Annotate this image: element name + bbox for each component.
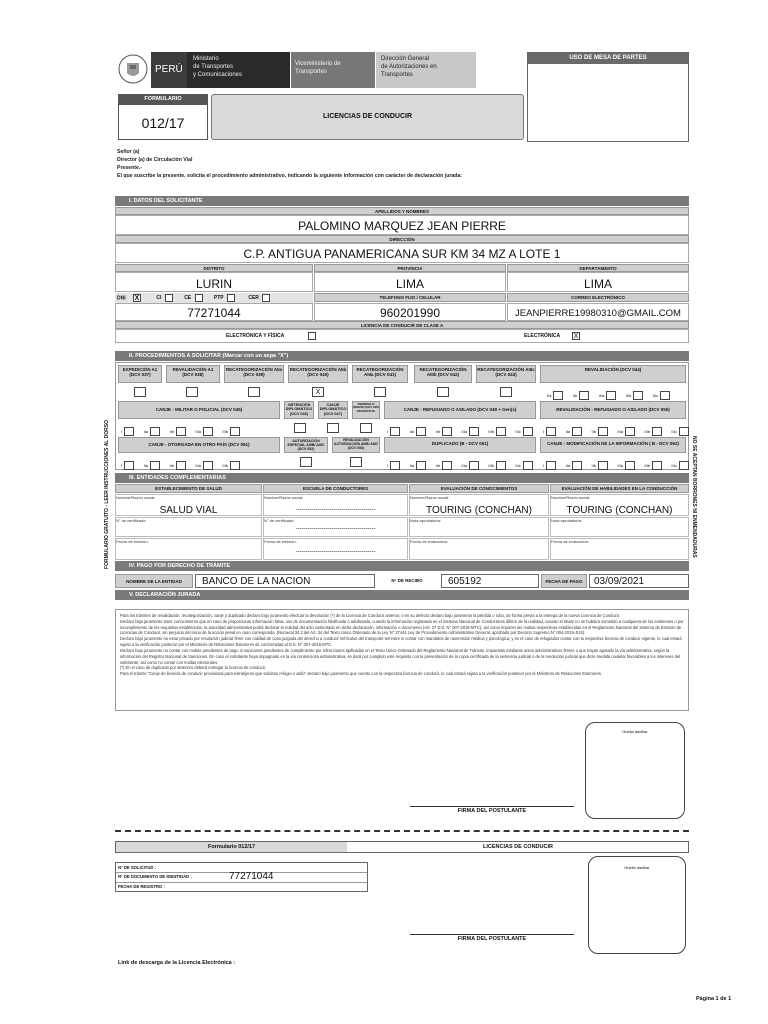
fecha-pago-label: FECHA DE PAGO — [541, 574, 587, 588]
opt-checkbox[interactable] — [442, 461, 452, 470]
recat-aiiic: RECATEGORIZACIÓN AIIIc (DCV 043) — [476, 365, 536, 383]
field-label: N° de certificado: — [264, 518, 295, 523]
field-label: Fecha de emisión: — [116, 539, 149, 544]
stub-firma-label: FIRMA DEL POSTULANTE — [457, 936, 527, 942]
opt-checkbox[interactable] — [496, 427, 506, 436]
opt-label: IIIa — [195, 463, 201, 469]
opt-checkbox[interactable] — [390, 461, 400, 470]
opt-checkbox[interactable] — [572, 427, 582, 436]
opt-label: IIIb — [488, 463, 494, 469]
form-title-box: LICENCIAS DE CONDUCIR — [211, 94, 524, 140]
page-number: Página 1 de 1 — [696, 996, 732, 1002]
ce-checkbox[interactable] — [195, 294, 203, 302]
recat-aiiia: RECATEGORIZACIÓN AIIIa (DCV 041) — [352, 365, 408, 383]
opt-label: IIIa — [461, 463, 467, 469]
salud-razon-field[interactable] — [115, 494, 262, 516]
stub-firma-line — [410, 934, 574, 935]
opt-checkbox[interactable] — [203, 461, 213, 470]
expedicion-a1: EXPEDICIÓN A1 (DCV 037) — [118, 365, 162, 383]
section-2-body — [115, 362, 689, 470]
col-habilidades: EVALUACIÓN DE HABILIDADES EN LA CONDUCCIÓN — [550, 484, 689, 493]
field-value: ---------------------------------------- — [295, 549, 376, 555]
opt-checkbox[interactable] — [496, 461, 506, 470]
opt-checkbox[interactable] — [416, 427, 426, 436]
opt-checkbox[interactable] — [523, 427, 533, 436]
opt-label: I — [121, 429, 123, 435]
direccion-line: de Autorizaciones en — [381, 63, 437, 70]
opt-label: IIIb — [644, 429, 650, 435]
field-value: ---------------------------------------- — [295, 507, 376, 513]
opt-label: IIIa — [617, 429, 623, 435]
opt-label: IIb — [435, 429, 440, 435]
opt-checkbox[interactable] — [469, 461, 479, 470]
stub-table — [115, 862, 368, 892]
opt-checkbox[interactable] — [416, 461, 426, 470]
direccion-label: DIRECCIÓN — [115, 235, 689, 243]
opt-checkbox[interactable] — [203, 427, 213, 436]
opt-label: IIa — [143, 429, 149, 435]
habilidades-fecha-field[interactable] — [550, 538, 689, 560]
ci-checkbox[interactable] — [165, 294, 173, 302]
firma-line — [410, 806, 574, 807]
col-salud: ESTABLECIMIENTO DE SALUD — [115, 484, 262, 493]
opt-checkbox[interactable] — [230, 461, 240, 470]
opt-checkbox[interactable] — [390, 427, 400, 436]
salud-fecha-field[interactable] — [115, 538, 262, 560]
viceministerio-block — [291, 52, 375, 88]
stub-huella-label: Huella dactilar — [624, 865, 650, 870]
salud-cert-field[interactable] — [115, 517, 262, 537]
cer-label: CER — [248, 295, 259, 302]
direccion-line: Transportes — [381, 71, 413, 78]
intro-line: El que suscribe la presente, solicita el procedimiento administrativo, indicando la siguiente información con carácter de declaración jurada: — [117, 173, 463, 180]
revalidacion-a1: REVALIDACIÓN A1 (DCV 038) — [166, 365, 220, 383]
stub-doc-value: 77271044 — [229, 871, 274, 882]
opt-label: I — [543, 429, 545, 435]
obtencion-checkbox[interactable] — [294, 423, 306, 433]
opt-label: IIIc — [515, 463, 521, 469]
telefono-field[interactable]: 960201990 — [314, 303, 506, 321]
declaracion-p5: (*) En el caso de duplicado por deterioro deberá entregar la licencia de conducir. — [120, 665, 266, 671]
conocimientos-nota-field[interactable] — [409, 517, 549, 537]
opt-label: IIIa — [461, 429, 467, 435]
field-value: ---------------------------------------- — [295, 526, 376, 532]
fisica-checkbox[interactable] — [308, 332, 316, 340]
side-right-text: NO SE ACEPTAN BORRONES NI ENMENDADURAS — [691, 436, 697, 558]
opt-checkbox[interactable] — [523, 461, 533, 470]
mesa-partes-header: USO DE MESA DE PARTES — [528, 53, 688, 64]
escuela-razon-field[interactable] — [263, 494, 408, 516]
field-label: Nombre/Razón social: — [264, 495, 304, 500]
canje-refugiado: CANJE - REFUGIADO O ASILADO (DCV 049 + Gen(s) — [384, 401, 536, 419]
section-1-body — [115, 207, 689, 340]
opt-checkbox[interactable] — [546, 427, 556, 436]
duplicado: DUPLICADO (B - DCV 051) — [384, 437, 536, 453]
opt-label: IIa — [143, 463, 149, 469]
opt-checkbox[interactable] — [150, 461, 160, 470]
stub-fecha-label: FECHA DE REGISTRO : — [118, 884, 165, 889]
recibo-label: N° DE RECIBO — [377, 574, 437, 588]
opt-label: IIa — [565, 429, 571, 435]
stub-licencias-cell: LICENCIAS DE CONDUCIR — [483, 844, 553, 850]
canje-diplomatico: CANJE DIPLOMÁTICO (DCV 047) — [318, 401, 348, 419]
recat-aiib: RECATEGORIZACIÓN AIIb (DCV 040) — [288, 365, 348, 383]
escuela-fecha-field[interactable] — [263, 538, 408, 560]
section-5-header: V. DECLARACIÓN JURADA — [115, 590, 689, 600]
field-label: Nota aprobatoria: — [410, 518, 441, 523]
ci-label: CI — [156, 295, 162, 302]
opt-label: I — [121, 463, 123, 469]
field-label: Nota aprobatoria: — [551, 518, 582, 523]
declaracion-p2: Declaro bajo juramento tener conocimiento que en caso de proporcionar información falsa, uso de documentación falsificada o adulterada, cuando la información registrada en el Sistema Nacional de Conductores difiere de la realidad, cuando el titular no se hubiera sometido a cualquiera de los exámenes o por incumplimiento de los requisitos establecidos, la autoridad administrativa podrá declarar la nulidad del acto sustentado en dicha declaración, información o documento (Art. 27 D.S. N° 007-2016-MTC), así como imponer las multas respectivas establecidas en el Reglamento Nacional del Sistema de Emisión de Licencias de Conducir, sin perjuicio del inicio de la acción penal en caso corresponda. (Numeral 34.3 del Art. 34 del Texto Único Ordenado de la Ley N° 27444 Ley de Procedimiento Administrativo General, aprobado por Decreto Supremo N° 004-2019-JUS). — [120, 618, 684, 636]
declaracion-p6: Para el trámite "Canje de licencia de conducir provisional para extranjeros que solicitan refugio o asilo" declaro bajo juramento que cuento con la respectiva licencia de conducir, lo cual estará sujeta a la verificación posterior por el Ministerio de Relaciones Exteriores. — [120, 671, 602, 677]
dni-label: DNI — [117, 295, 126, 302]
licencia-label: LICENCIA DE CONDUCIR DE CLASE A — [115, 321, 689, 329]
recat-aiiia-checkbox[interactable] — [374, 387, 386, 397]
opt-checkbox[interactable] — [679, 427, 689, 436]
departamento-label: DEPARTAMENTO — [507, 264, 689, 272]
provincia-field[interactable]: LIMA — [314, 272, 506, 292]
ministerio-block — [187, 52, 290, 88]
entidad-field[interactable]: BANCO DE LA NACION — [195, 574, 375, 588]
autorizacion-checkbox[interactable] — [300, 457, 312, 467]
opt-label: IIIa — [195, 429, 201, 435]
field-label: Fecha de evaluación: — [410, 539, 449, 544]
opt-checkbox[interactable] — [442, 427, 452, 436]
permiso-checkbox[interactable] — [360, 423, 372, 433]
opt-label: IIIb — [222, 463, 228, 469]
recat-aiiic-checkbox[interactable] — [500, 387, 512, 397]
entidad-label: NOMBRE DE LA ENTIDAD — [115, 574, 193, 588]
correo-label: CORREO ELECTRÓNICO — [507, 293, 689, 302]
ce-label: CE — [184, 295, 192, 302]
formulario-label: FORMULARIO — [118, 94, 208, 104]
field-value: TOURING (CONCHAN) — [426, 505, 532, 516]
recat-aiia: RECATEGORIZACIÓN AIIa (DCV 039) — [224, 365, 284, 383]
canje-modificacion: CANJE - MODIFICACIÓN DE LA INFORMACIÓN ( B - DCV 052) — [540, 437, 686, 453]
apellidos-field[interactable]: PALOMINO MARQUEZ JEAN PIERRE — [115, 215, 689, 235]
stub-huella-box[interactable] — [588, 856, 686, 954]
field-label: Nombre/Razón social: — [551, 495, 591, 500]
field-label: Nombre/Razón social: — [116, 495, 156, 500]
opt-label: IIa — [547, 393, 552, 399]
opt-label: IIIc — [671, 463, 677, 469]
viceministerio-line: Transportes — [295, 68, 327, 75]
opt-checkbox[interactable] — [625, 427, 635, 436]
formulario-number: 012/17 — [118, 104, 208, 140]
peru-block: PERÚ — [151, 52, 187, 88]
cer-checkbox[interactable] — [262, 294, 270, 302]
ptp-checkbox[interactable] — [227, 294, 235, 302]
permiso-mision: PERMISO O MISIÓN (DCV 048) VIDA/ESTUD. — [352, 401, 380, 419]
opt-checkbox[interactable] — [572, 461, 582, 470]
opt-label: IIIb — [222, 429, 228, 435]
fecha-pago-field[interactable]: 03/09/2021 — [589, 574, 689, 588]
stub-form-label — [115, 841, 689, 853]
obtencion-diplomatico: OBTENCIÓN DIPLOMÁTICO (DCV 046) — [284, 401, 314, 419]
opt-checkbox[interactable] — [579, 391, 589, 400]
doc-number-field[interactable]: 77271044 — [115, 303, 313, 321]
fisica-label: ELECTRÓNICA Y FÍSICA — [226, 333, 285, 339]
opt-label: IIb — [591, 463, 596, 469]
opt-checkbox[interactable] — [606, 391, 616, 400]
download-link-label: Link de descarga de la Licencia Electrónica : — [118, 960, 236, 966]
ptp-label: PTP — [213, 295, 224, 302]
dni-checkbox[interactable]: X — [134, 295, 140, 302]
opt-label: IIa — [409, 429, 415, 435]
intro-line: Presente.- — [117, 165, 143, 172]
habilidades-nota-field[interactable] — [550, 517, 689, 537]
correo-field[interactable]: JEANPIERRE19980310@GMAIL.COM — [507, 303, 689, 321]
opt-label: IIIc — [652, 393, 659, 399]
section-3-header: III. ENTIDADES COMPLEMENTARIAS — [115, 473, 689, 483]
departamento-field[interactable]: LIMA — [507, 272, 689, 292]
ministerio-line: y Comunicaciones — [193, 71, 243, 78]
opt-checkbox[interactable] — [598, 427, 608, 436]
field-label: Fecha de emisión: — [264, 539, 297, 544]
canje-dipl-checkbox[interactable] — [327, 423, 339, 433]
expedicion-checkbox[interactable] — [134, 387, 146, 397]
stub-form-cell: Formulario 012/17 — [116, 842, 347, 852]
stub-solicitud-label: N° DE SOLICITUD : — [118, 865, 156, 870]
section-4-header: IV. PAGO POR DERECHO DE TRÁMITE — [115, 561, 689, 571]
opt-checkbox[interactable] — [150, 427, 160, 436]
licencia-row — [115, 329, 689, 343]
distrito-field[interactable]: LURIN — [115, 272, 313, 292]
revalidacion-refugiado: REVALIDACIÓN - REFUGIADO O ASILADO (DCV 050) — [540, 401, 686, 419]
opt-checkbox[interactable] — [652, 461, 662, 470]
peru-logo — [115, 51, 151, 87]
recat-aiiib-checkbox[interactable] — [437, 387, 449, 397]
telefono-label: TELEFONO FIJO / CELULAR — [314, 293, 506, 302]
distrito-label: DISTRITO — [115, 264, 313, 272]
col-conocimientos: EVALUACIÓN DE CONOCIMIENTOS — [409, 484, 549, 493]
opt-checkbox[interactable] — [660, 391, 670, 400]
field-value: SALUD VIAL — [159, 505, 218, 516]
doc-type-row — [115, 293, 313, 303]
opt-checkbox[interactable] — [176, 461, 186, 470]
opt-label: IIIb — [644, 463, 650, 469]
intro-line: Señor (a) — [117, 149, 140, 155]
ministerio-line: Ministerio — [193, 56, 219, 62]
opt-label: IIb — [435, 463, 440, 469]
opt-label: IIIa — [598, 393, 605, 399]
section-1-header: I. DATOS DEL SOLICITANTE — [115, 196, 689, 206]
opt-checkbox[interactable] — [176, 427, 186, 436]
field-value: TOURING (CONCHAN) — [566, 505, 673, 516]
declaracion-p1: Para los trámites de revalidación, recategorización, canje y duplicado declaro bajo juramento efectuar la devolución (*) de la Licencia de Conducir anterior, o en su defecto declaro bajo juramento la pérdida o robo, de forma previa a la entrega de la nueva Licencia de Conducir. — [120, 613, 620, 618]
opt-label: IIa — [565, 463, 571, 469]
huella-box[interactable] — [585, 722, 685, 819]
recat-aiiib: RECATEGORIZACIÓN AIIIb (DCV 042) — [414, 365, 472, 383]
provincia-label: PROVINCIA — [314, 264, 506, 272]
opt-checkbox[interactable] — [546, 461, 556, 470]
ministerio-line: de Transportes — [193, 63, 234, 70]
opt-checkbox[interactable] — [469, 427, 479, 436]
recat-aiib-checkbox[interactable]: X — [312, 387, 324, 397]
opt-label: IIIc — [671, 429, 677, 435]
opt-checkbox[interactable] — [625, 461, 635, 470]
canje-militar: CANJE - MILITAR O POLICIAL (DCV 045) — [118, 401, 280, 419]
firma-label: FIRMA DEL POSTULANTE — [457, 808, 527, 814]
direccion-field[interactable]: C.P. ANTIGUA PANAMERICANA SUR KM 34 MZ A LOTE 1 — [115, 243, 689, 263]
opt-label: IIb — [572, 393, 578, 399]
side-left-text: FORMULARIO GRATUITO - LEER INSTRUCCIONES AL DORSO — [104, 420, 110, 569]
opt-checkbox[interactable] — [633, 391, 643, 400]
opt-checkbox[interactable] — [679, 461, 689, 470]
stub-doc-label: N° DE DOCUMENTO DE IDENTIDAD : — [118, 874, 192, 879]
conocimientos-fecha-field[interactable] — [409, 538, 549, 560]
opt-label: I — [387, 429, 389, 435]
opt-checkbox[interactable] — [553, 391, 563, 400]
escuela-cert-field[interactable] — [263, 517, 408, 537]
recat-aiia-checkbox[interactable] — [248, 387, 260, 397]
section-4-body — [115, 573, 689, 589]
rev-autorizacion-checkbox[interactable] — [350, 457, 362, 467]
opt-label: IIIa — [617, 463, 623, 469]
opt-label: I — [387, 463, 389, 469]
canje-otro-pais: CANJE - OTORGADA EN OTRO PAÍS (DCV 051) — [118, 437, 280, 453]
intro-line: Director (a) de Circulación Vial — [117, 157, 193, 164]
revalidacion-autorizacion: REVALIDACIÓN AUTORIZACIÓN AIIIB/ AIIIC (DCV 053) — [332, 437, 380, 453]
opt-checkbox[interactable] — [124, 427, 134, 436]
recibo-field[interactable]: 605192 — [441, 574, 539, 588]
opt-label: IIa — [409, 463, 415, 469]
opt-label: IIIb — [625, 393, 632, 399]
opt-label: I — [543, 463, 545, 469]
opt-label: IIIc — [515, 429, 521, 435]
opt-checkbox[interactable] — [124, 461, 134, 470]
opt-label: IIIb — [488, 429, 494, 435]
declaracion-text — [115, 609, 689, 711]
mesa-partes-box — [527, 52, 689, 142]
huella-label: Huella dactilar — [622, 729, 648, 734]
autorizacion-especial: AUTORIZACIÓN ESPECIAL AIIIB/ AIIIC (DCV 052) — [284, 437, 328, 453]
stub-doc-row[interactable] — [116, 873, 367, 883]
direccion-block — [376, 52, 476, 88]
viceministerio-line: Viceministerio de — [295, 61, 341, 67]
opt-checkbox[interactable] — [598, 461, 608, 470]
opt-label: IIb — [591, 429, 596, 435]
habilidades-razon-field[interactable] — [550, 494, 689, 516]
opt-checkbox[interactable] — [230, 427, 240, 436]
intro-text — [117, 148, 462, 180]
opt-checkbox[interactable] — [652, 427, 662, 436]
electronica-label: ELECTRÓNICA — [524, 333, 561, 339]
revalidacion-dcv044: REVALIDACIÓN (DCV 044) — [540, 365, 686, 383]
revalidacion-a1-checkbox[interactable] — [186, 387, 198, 397]
field-label: Fecha de evaluación: — [551, 539, 590, 544]
declaracion-p3: Declaro bajo juramento no estar privado por resolución judicial firme con calidad de cosa juzgada del derecho a conducir vehículos del transporte terrestre ni contar con mandatos de rasemisión médica y psicológica, y en el caso de refugiados contar con la respectiva licencia de conducir vigente, lo cual estará sujeto a la verificación posterior por el Ministerio de Relaciones Exteriores de conformidad al D.S. N° 007-2016-MTC. — [120, 636, 682, 648]
section-2-header: II. PROCEDIMIENTOS A SOLICITAR (Marcar con un aspa "X") — [115, 351, 689, 361]
direccion-line: Dirección General — [381, 56, 430, 62]
cut-line — [115, 830, 689, 832]
opt-label: IIb — [169, 463, 174, 469]
apellidos-label: APELLIDOS Y NOMBRES — [115, 207, 689, 215]
field-label: N° de certificado: — [116, 518, 147, 523]
opt-label: IIb — [169, 429, 174, 435]
stub-fecha-row[interactable] — [116, 883, 367, 892]
electronica-checkbox[interactable]: X — [573, 333, 579, 340]
field-label: Nombre/Razón social: — [410, 495, 450, 500]
section-3-body — [115, 484, 689, 560]
conocimientos-razon-field[interactable] — [409, 494, 549, 516]
declaracion-p4: Declaro bajo juramento no contar con multas pendientes de pago ni sanciones pendientes de cumplimiento por infracciones tipificadas en el Texto Único Ordenado del Reglamento Nacional de Tránsito, impuestas mediante actos administrativos firmes o que hayan agotado la vía administrativa, según la información del Registro Nacional de Sanciones. En caso el solicitante haya impugnado en la vía contenciosa administrativa, se dará por cumplido este requisito con la presentación de la copia certificada de la sentencia judicial o de la resolución judicial que dicte medida cautelar favorables a los intereses del solicitante; así como no contar con multas electorales. — [120, 647, 681, 665]
col-escuela: ESCUELA DE CONDUCTORES — [263, 484, 408, 493]
